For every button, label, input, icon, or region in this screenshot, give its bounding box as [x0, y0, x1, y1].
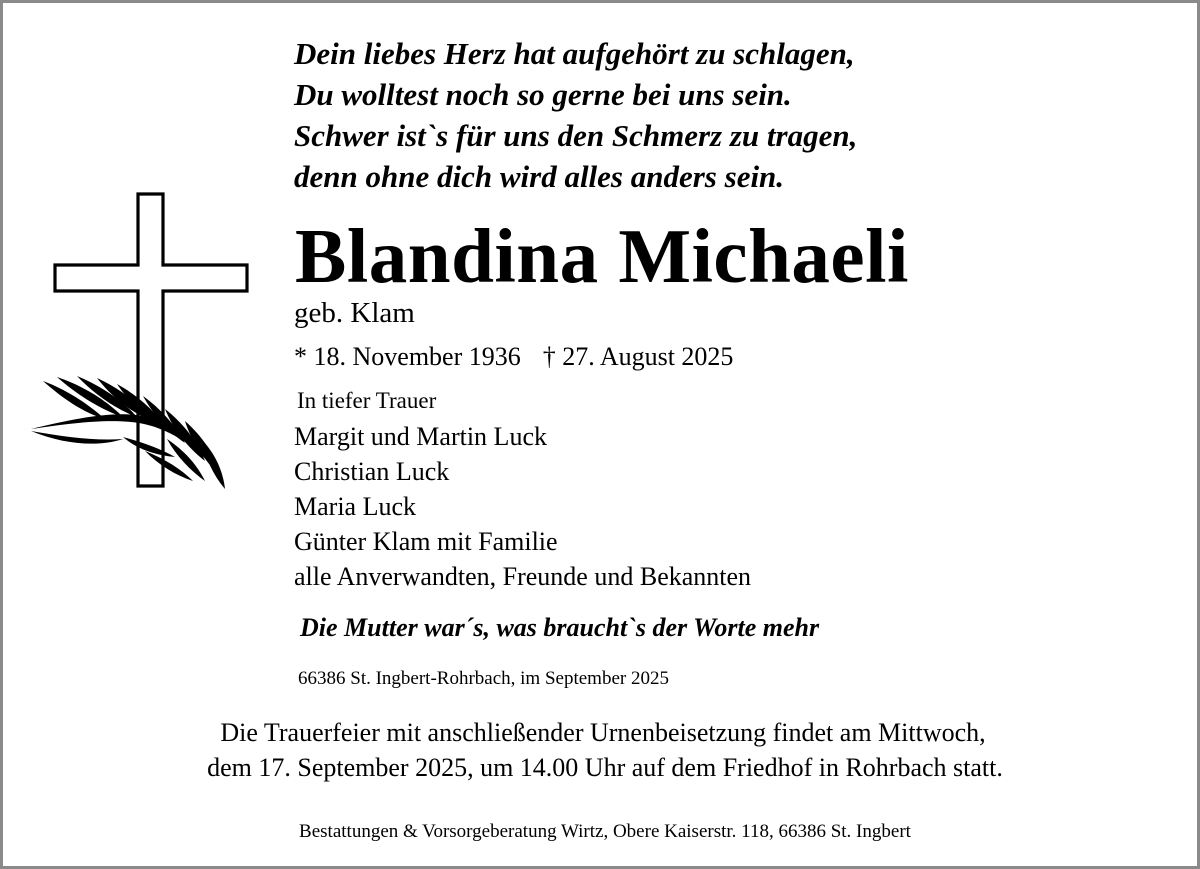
palm-branch-icon: [31, 376, 225, 489]
poem-line-1: Dein liebes Herz hat aufgehört zu schlagen,: [294, 36, 855, 71]
mourner: Maria Luck: [294, 492, 417, 521]
mourner: Margit und Martin Luck: [294, 422, 547, 451]
deceased-name: Blandina Michaeli: [295, 213, 909, 299]
funeral-line-1: Die Trauerfeier mit anschließender Urnenbeisetzung findet am Mittwoch,: [220, 718, 986, 747]
memorial-quote: Die Mutter war´s, was braucht`s der Worte mehr: [300, 613, 820, 642]
place-and-date: 66386 St. Ingbert-Rohrbach, im September 2025: [298, 668, 669, 689]
funeral-announcement: [3, 715, 1200, 785]
mourner: Günter Klam mit Familie: [294, 527, 558, 556]
death-date: † 27. August 2025: [542, 342, 734, 371]
life-dates: [294, 341, 733, 373]
mourner: Christian Luck: [294, 457, 450, 486]
cross-with-palm-branch: [25, 191, 253, 491]
mourners-list: [294, 419, 751, 594]
mourner: alle Anverwandten, Freunde und Bekannten: [294, 562, 752, 591]
poem: [294, 33, 857, 197]
poem-line-4: denn ohne dich wird alles anders sein.: [294, 159, 785, 194]
mourning-intro: In tiefer Trauer: [297, 388, 437, 413]
undertaker-info: Bestattungen & Vorsorgeberatung Wirtz, Obere Kaiserstr. 118, 66386 St. Ingbert: [299, 821, 911, 842]
maiden-name: geb. Klam: [294, 297, 415, 329]
funeral-line-2: dem 17. September 2025, um 14.00 Uhr auf dem Friedhof in Rohrbach statt.: [207, 753, 1003, 782]
poem-line-2: Du wolltest noch so gerne bei uns sein.: [294, 77, 792, 112]
birth-date: * 18. November 1936: [294, 342, 521, 371]
poem-line-3: Schwer ist`s für uns den Schmerz zu tragen,: [294, 118, 858, 153]
